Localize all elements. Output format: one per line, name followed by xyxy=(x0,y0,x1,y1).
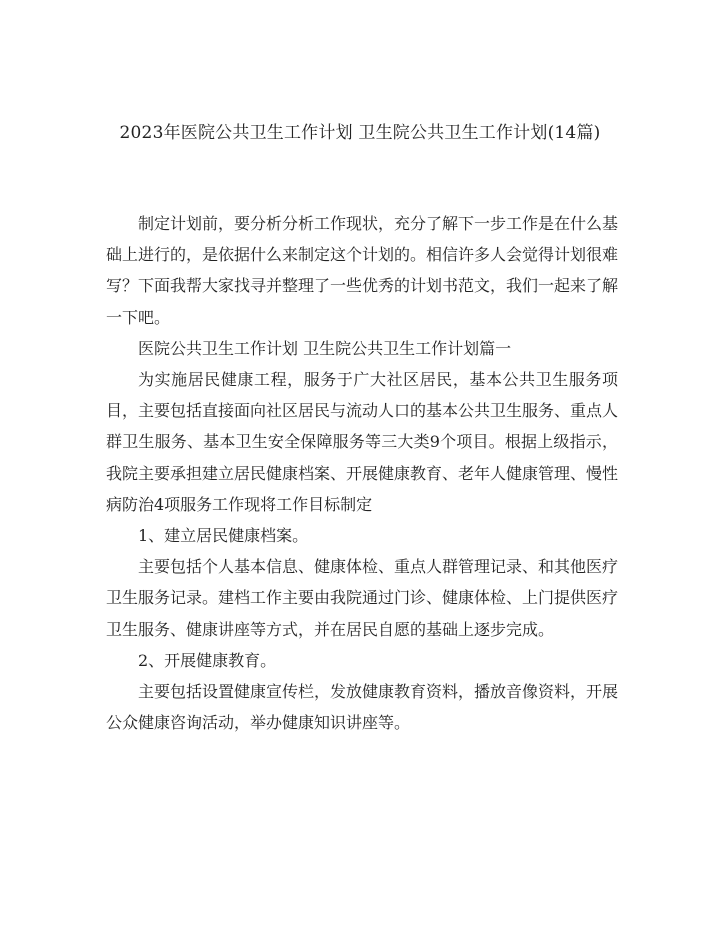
document-title: 2023年医院公共卫生工作计划 卫生院公共卫生工作计划(14篇) xyxy=(119,123,601,143)
body-paragraph: 为实施居民健康工程，服务于广大社区居民，基本公共卫生服务项目，主要包括直接面向社区居民与流动人口的基本公共卫生服务、重点人群卫生服务、基本卫生安全保障服务等三大类9个项目。根据上级指示，我院主要承担建立居民健康档案、开展健康教育、老年人健康管理、慢性病防治4项服务工作现将工作目标制定 xyxy=(106,370,619,514)
body-paragraph: 主要包括设置健康宣传栏，发放健康教育资料，播放音像资料，开展公众健康咨询活动，举办健康知识讲座等。 xyxy=(106,682,619,733)
section-heading: 医院公共卫生工作计划 卫生院公共卫生工作计划篇一 xyxy=(138,338,512,358)
document-body xyxy=(106,208,618,738)
list-item-heading: 2、开展健康教育。 xyxy=(138,650,277,670)
list-item-heading: 1、建立居民健康档案。 xyxy=(138,526,309,546)
intro-paragraph: 制定计划前，要分析分析工作现状，充分了解下一步工作是在什么基础上进行的，是依据什么来制定这个计划的。相信许多人会觉得计划很难写？下面我帮大家找寻并整理了一些优秀的计划书范文，我们一起来了解一下吧。 xyxy=(106,214,619,327)
body-paragraph: 主要包括个人基本信息、健康体检、重点人群管理记录、和其他医疗卫生服务记录。建档工作主要由我院通过门诊、健康体检、上门提供医疗卫生服务、健康讲座等方式，并在居民自愿的基础上逐步完成。 xyxy=(106,557,619,639)
